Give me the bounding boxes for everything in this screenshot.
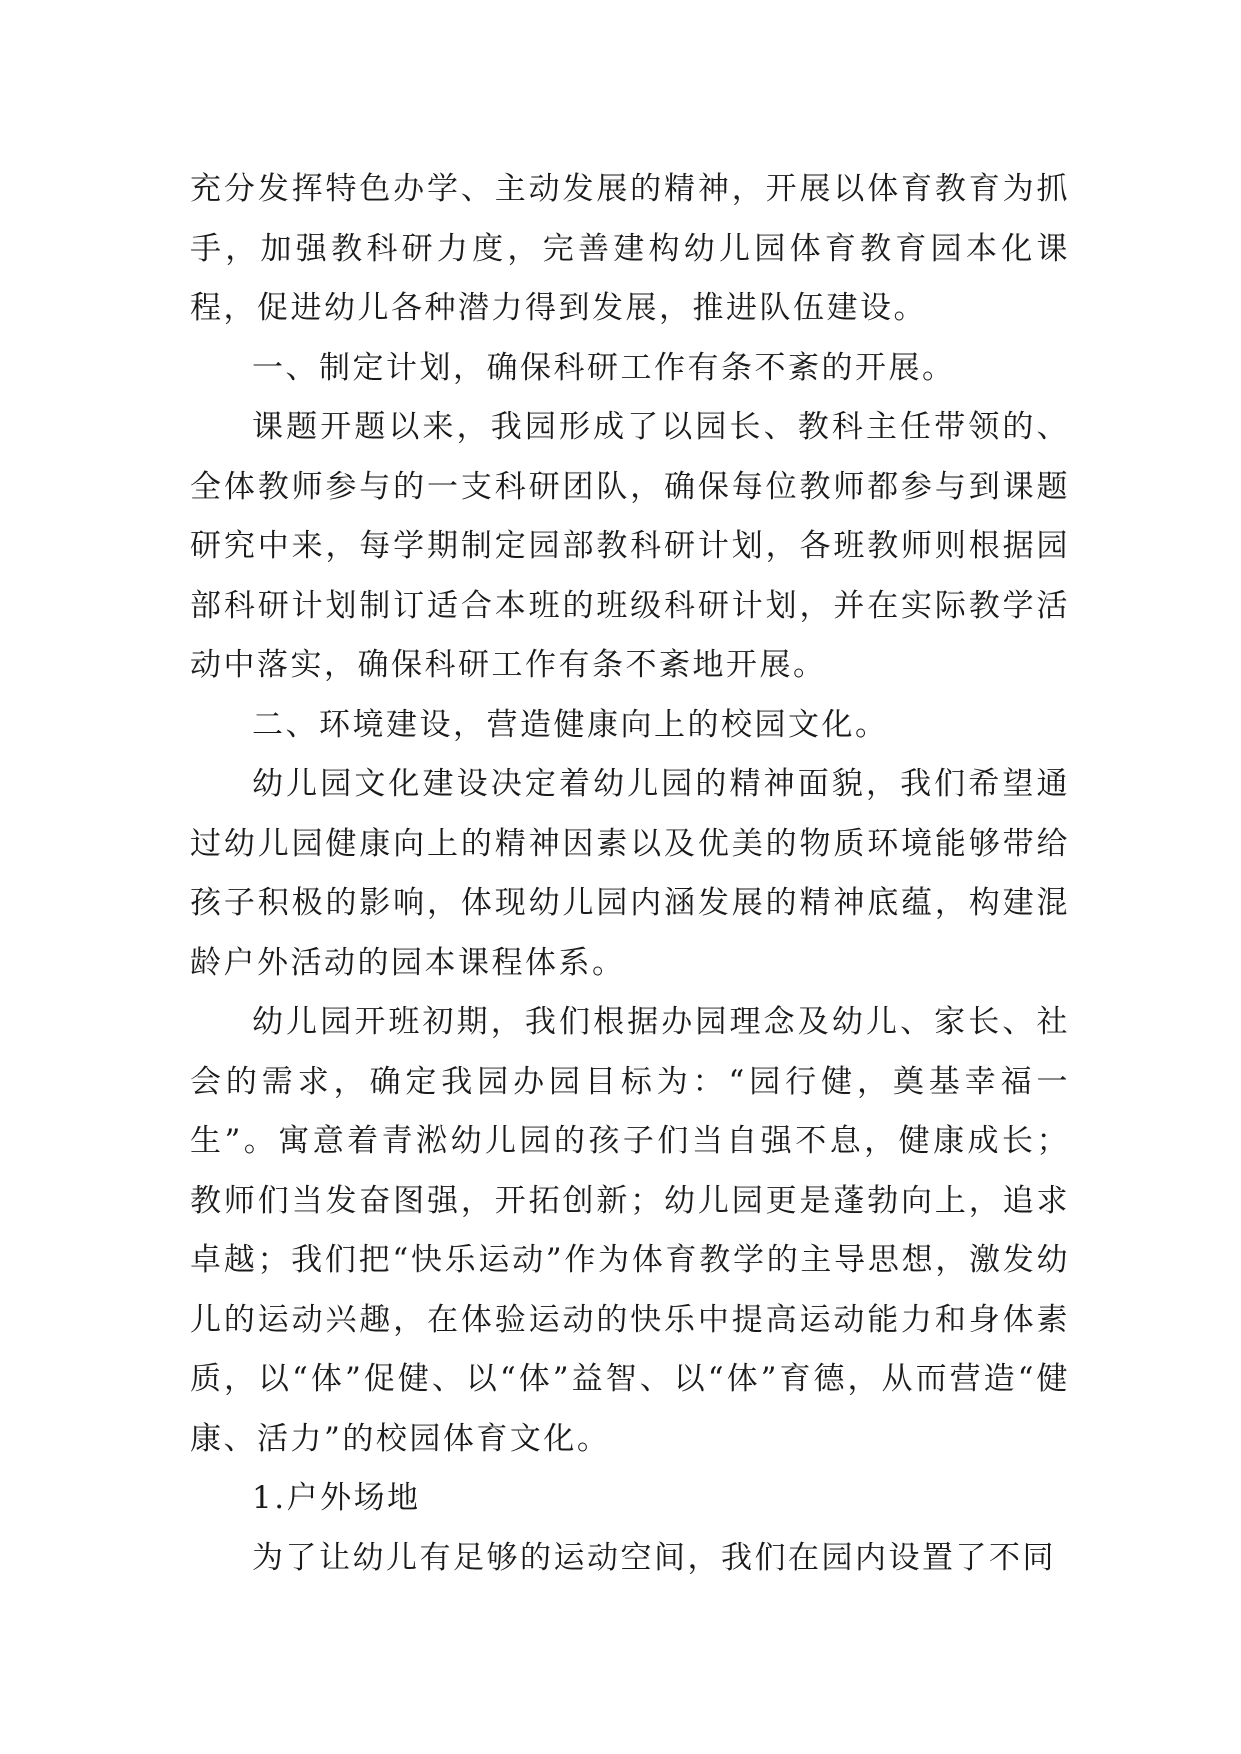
paragraph-campus-culture: 幼儿园文化建设决定着幼儿园的精神面貌，我们希望通过幼儿园健康向上的精神因素以及优美的物质环境能够带给孩子积极的影响，体现幼儿园内涵发展的精神底蕴，构建混龄户外活动的园本课程体系。 bbox=[190, 766, 1070, 981]
paragraph-continuation: 充分发挥特色办学、主动发展的精神，开展以体育教育为抓手，加强教科研力度，完善建构幼儿园体育教育园本化课程，促进幼儿各种潜力得到发展，推进队伍建设。 bbox=[190, 171, 1070, 326]
section-heading-environment: 二、环境建设，营造健康向上的校园文化。 bbox=[252, 706, 889, 743]
paragraph-research-team: 课题开题以来，我园形成了以园长、教科主任带领的、全体教师参与的一支科研团队，确保每位教师都参与到课题研究中来，每学期制定园部教科研计划，各班教师则根据园部科研计划制订适合本班的班级科研计划，并在实际教学活动中落实，确保科研工作有条不紊地开展。 bbox=[190, 409, 1070, 683]
section-heading-plan: 一、制定计划，确保科研工作有条不紊的开展。 bbox=[252, 349, 956, 386]
paragraph-outdoor-space: 为了让幼儿有足够的运动空间，我们在园内设置了不同 bbox=[252, 1539, 1056, 1576]
paragraph-school-goal: 幼儿园开班初期，我们根据办园理念及幼儿、家长、社会的需求，确定我园办园目标为：“园行健，奠基幸福一生”。寓意着青淞幼儿园的孩子们当自强不息，健康成长；教师们当发奋图强，开拓创新；幼儿园更是蓬勃向上，追求卓越；我们把“快乐运动”作为体育教学的主导思想，激发幼儿的运动兴趣，在体验运动的快乐中提高运动能力和身体素质，以“体”促健、以“体”益智、以“体”育德，从而营造“健康、活力”的校园体育文化。 bbox=[190, 1004, 1070, 1457]
document-body bbox=[190, 160, 1070, 1588]
subheading-outdoor-venue: 1.户外场地 bbox=[252, 1480, 421, 1516]
